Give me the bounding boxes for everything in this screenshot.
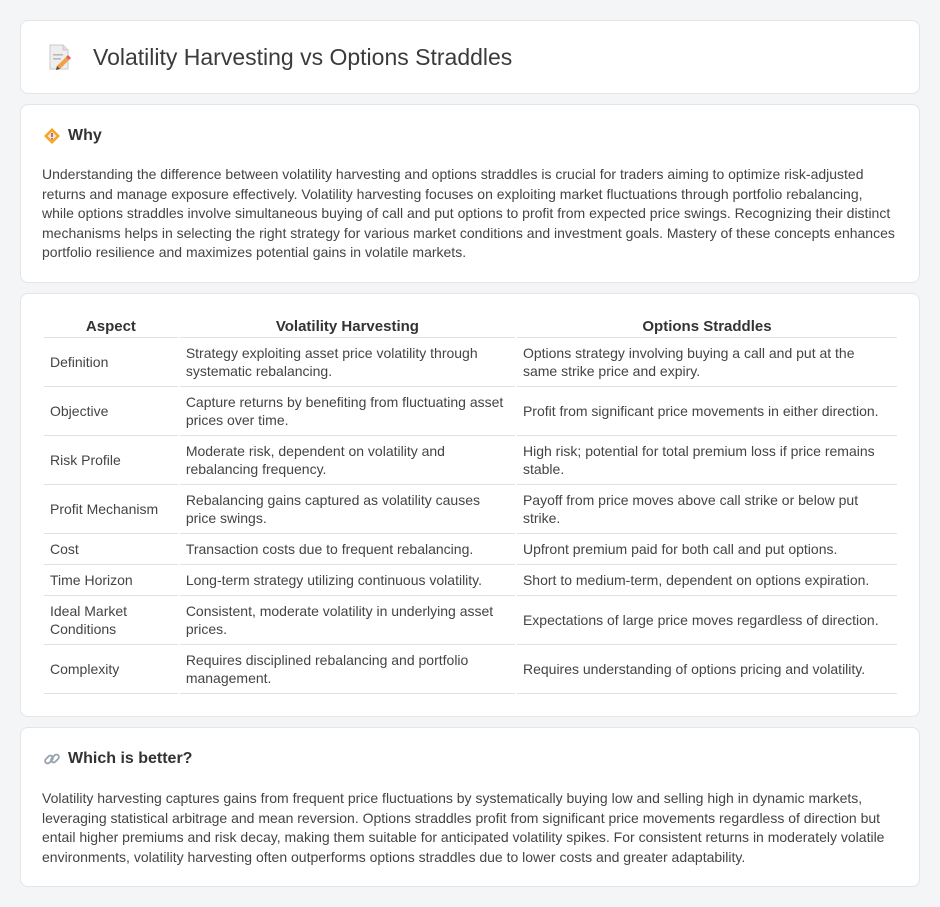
row-options-straddles: Short to medium-term, dependent on options expiration.: [517, 565, 897, 596]
row-volatility-harvesting: Moderate risk, dependent on volatility and rebalancing frequency.: [180, 436, 515, 485]
row-volatility-harvesting: Long-term strategy utilizing continuous volatility.: [180, 565, 515, 596]
why-header: [43, 127, 102, 145]
row-aspect: Definition: [44, 338, 178, 387]
header-aspect: Aspect: [44, 316, 178, 338]
why-text: Understanding the difference between volatility harvesting and options straddles is crucial for traders aiming to optimize risk-adjusted returns and manage exposure effectively. Volatility harvesting focuses on exploiting market fluctuations through portfolio rebalancing, while options straddles involve simultaneous buying of call and put options to profit from expected price swings. Recognizing their distinct mechanisms helps in selecting the right strategy for various market conditions and investment goals. Mastery of these concepts enhances portfolio resilience and maximizes potential gains in volatile markets.: [42, 166, 895, 261]
link-icon: [43, 750, 61, 768]
row-volatility-harvesting: Requires disciplined rebalancing and portfolio management.: [180, 645, 515, 694]
row-volatility-harvesting: Capture returns by benefiting from fluctuating asset prices over time.: [180, 387, 515, 436]
table-header-row: [44, 316, 897, 338]
table-row: [44, 387, 897, 436]
row-aspect: Ideal Market Conditions: [44, 596, 178, 645]
row-options-straddles: Payoff from price moves above call strike or below put strike.: [517, 485, 897, 534]
which-is-better-section: [20, 727, 920, 887]
table-row: [44, 485, 897, 534]
why-title: Why: [68, 127, 102, 144]
table-row: [44, 645, 897, 694]
row-aspect: Risk Profile: [44, 436, 178, 485]
row-options-straddles: Profit from significant price movements in either direction.: [517, 387, 897, 436]
header-options-straddles: Options Straddles: [517, 316, 897, 338]
better-header: [43, 750, 192, 768]
comparison-section: [20, 293, 920, 717]
title-card: [20, 20, 920, 94]
comparison-table: [42, 316, 899, 694]
diamond-icon: [43, 127, 61, 145]
row-aspect: Cost: [44, 534, 178, 565]
title-row: [47, 43, 512, 71]
table-row: [44, 565, 897, 596]
row-options-straddles: Upfront premium paid for both call and put options.: [517, 534, 897, 565]
table-row: [44, 534, 897, 565]
header-volatility-harvesting: Volatility Harvesting: [180, 316, 515, 338]
row-volatility-harvesting: Transaction costs due to frequent rebalancing.: [180, 534, 515, 565]
row-aspect: Complexity: [44, 645, 178, 694]
table-row: [44, 596, 897, 645]
row-aspect: Objective: [44, 387, 178, 436]
row-options-straddles: Expectations of large price moves regardless of direction.: [517, 596, 897, 645]
document-pencil-icon: [47, 43, 73, 71]
why-section: [20, 104, 920, 283]
table-row: [44, 338, 897, 387]
table-row: [44, 436, 897, 485]
better-text: Volatility harvesting captures gains from frequent price fluctuations by systematically buying low and selling high in dynamic markets, leveraging statistical arbitrage and mean reversion. Options straddles profit from significant price movements regardless of direction but entail higher premiums and risk decay, making them suitable for anticipated volatility spikes. For consistent returns in moderately volatile environments, volatility harvesting often outperforms options straddles due to lower costs and greater adaptability.: [42, 790, 885, 865]
row-options-straddles: Options strategy involving buying a call and put at the same strike price and expiry.: [517, 338, 897, 387]
row-volatility-harvesting: Strategy exploiting asset price volatility through systematic rebalancing.: [180, 338, 515, 387]
row-options-straddles: High risk; potential for total premium loss if price remains stable.: [517, 436, 897, 485]
row-options-straddles: Requires understanding of options pricing and volatility.: [517, 645, 897, 694]
better-title: Which is better?: [68, 750, 193, 767]
row-volatility-harvesting: Rebalancing gains captured as volatility causes price swings.: [180, 485, 515, 534]
page-title: Volatility Harvesting vs Options Straddles: [93, 43, 513, 70]
row-aspect: Time Horizon: [44, 565, 178, 596]
row-aspect: Profit Mechanism: [44, 485, 178, 534]
row-volatility-harvesting: Consistent, moderate volatility in underlying asset prices.: [180, 596, 515, 645]
